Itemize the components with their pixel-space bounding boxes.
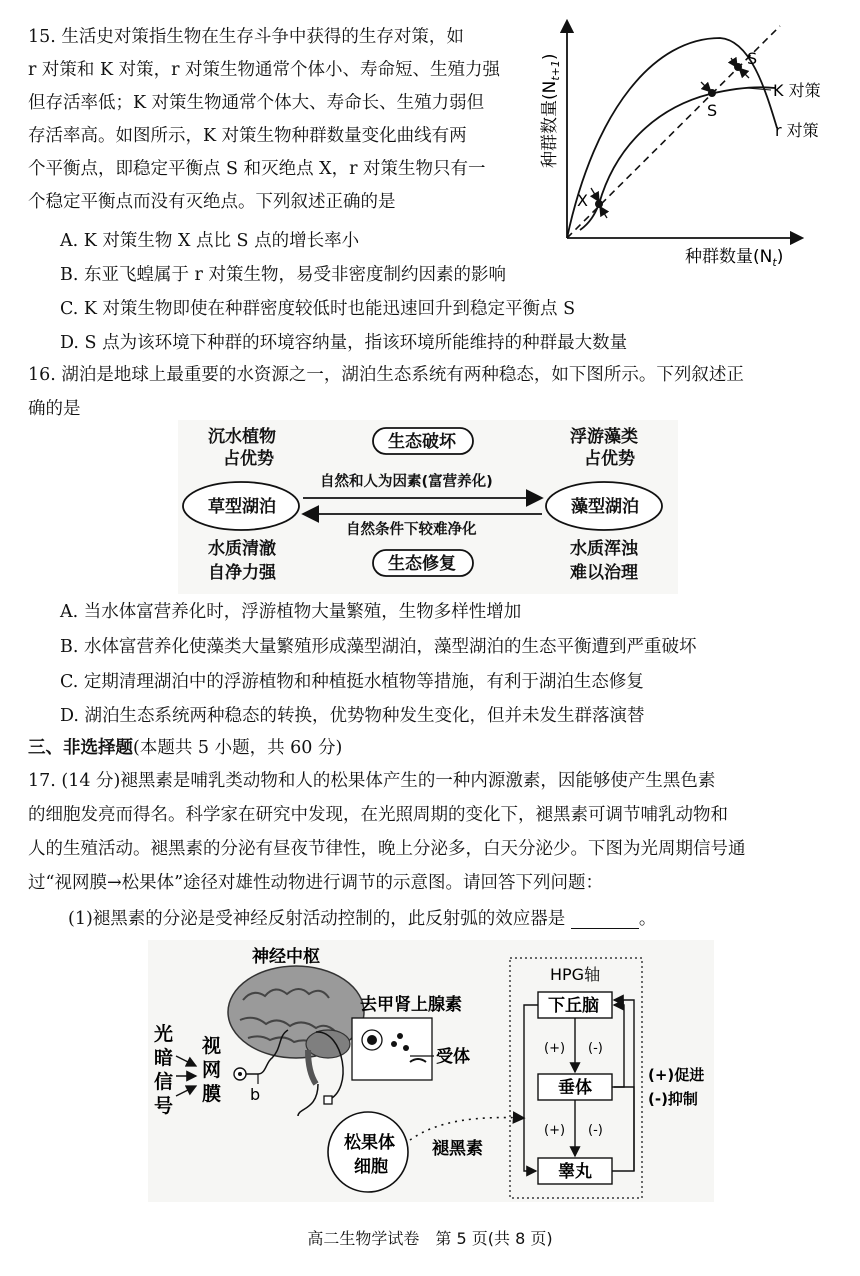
promote-legend: (+)促进 xyxy=(648,1066,705,1084)
testis-label: 睾丸 xyxy=(558,1162,592,1182)
answer-blank[interactable] xyxy=(571,910,639,929)
signal-char-2: 号 xyxy=(154,1095,174,1117)
q15-graph xyxy=(535,18,835,268)
q16-option-a: A. 当水体富营养化时，浮游植物大量繁殖，生物多样性增加 xyxy=(60,602,522,622)
x-axis-label: 种群数量$(N_t)$ xyxy=(685,247,784,268)
q17-line: 17. (14 分)褪黑素是哺乳类动物和人的松果体产生的一种内源激素，因能够使产生黑色素 xyxy=(28,771,716,791)
s-point xyxy=(708,89,716,97)
q16-line: 确的是 xyxy=(28,399,81,419)
q17-sub1-text: (1)褪黑素的分泌是受神经反射活动控制的，此反射弧的效应器是 xyxy=(68,909,566,929)
left-top-1: 沉水植物 xyxy=(208,427,276,447)
k-curve-label: K 对策 xyxy=(773,81,821,100)
k-curve xyxy=(580,87,775,230)
x-point xyxy=(595,200,603,208)
inhibit-legend: (-)抑制 xyxy=(648,1090,698,1108)
signal-char-1: 信 xyxy=(154,1071,174,1093)
nerve-center-label: 神经中枢 xyxy=(252,947,320,967)
q16-line: 16. 湖泊是地球上最重要的水资源之一，湖泊生态系统有两种稳态，如下图所示。下列叙述正 xyxy=(28,365,744,385)
algae-lake-label: 藻型湖泊 xyxy=(571,497,639,517)
q16-option-b: B. 水体富营养化使藻类大量繁殖形成藻型湖泊，藻型湖泊的生态平衡遭到严重破坏 xyxy=(60,637,697,657)
r-curve-label: r 对策 xyxy=(775,121,819,140)
repair-label: 生态修复 xyxy=(388,554,456,574)
right-top-2: 占优势 xyxy=(584,449,635,469)
right-bottom-1: 水质浑浊 xyxy=(570,539,638,559)
plus-2: (+) xyxy=(544,1123,566,1138)
q15-option-b: B. 东亚飞蝗属于 r 对策生物，易受非密度制约因素的影响 xyxy=(60,265,506,285)
left-bottom-2: 自净力强 xyxy=(208,563,276,583)
hypothalamus-label: 下丘脑 xyxy=(548,996,599,1016)
synapse-inset xyxy=(352,1018,432,1080)
q15-line: 个平衡点，即稳定平衡点 S 和灭绝点 X，r 对策生物只有一 xyxy=(28,159,486,179)
q15-line: 存活率高。如图所示，K 对策生物种群数量变化曲线有两 xyxy=(28,126,467,146)
pineal-label: 松果体 xyxy=(344,1133,395,1153)
grass-lake-label: 草型湖泊 xyxy=(208,497,276,517)
q16-option-d: D. 湖泊生态系统两种稳态的转换，优势物种发生变化，但并未发生群落演替 xyxy=(60,706,645,726)
s2-point xyxy=(734,63,742,71)
q15-line: 但存活率低；K 对策生物通常个体大、寿命长、生殖力弱但 xyxy=(28,93,485,113)
b-label: b xyxy=(250,1085,261,1104)
damage-label: 生态破坏 xyxy=(388,432,456,452)
retina-char-2: 网 xyxy=(202,1059,222,1081)
q15-option-d: D. S 点为该环境下种群的环境容纳量，指该环境所能维持的种群最大数量 xyxy=(60,333,628,353)
q17-line: 的细胞发亮而得名。科学家在研究中发现，在光照周期的变化下，褪黑素可调节哺乳动物和 xyxy=(28,805,728,825)
receptor-label: 受体 xyxy=(436,1047,470,1067)
dark-char: 暗 xyxy=(154,1047,174,1069)
left-bottom-1: 水质清澈 xyxy=(208,539,276,559)
section-heading xyxy=(28,733,342,763)
q15-option-c: C. K 对策生物即使在种群密度较低时也能迅速回升到稳定平衡点 S xyxy=(60,299,576,319)
section-title: 三、非选择题 xyxy=(28,738,133,758)
right-top-1: 浮游藻类 xyxy=(570,427,638,447)
retina-char-1: 视 xyxy=(202,1035,222,1057)
q15-line: r 对策和 K 对策，r 对策生物通常个体小、寿命短、生殖力强 xyxy=(28,60,501,80)
q15-line: 15. 生活史对策指生物在生存斗争中获得的生存对策，如 xyxy=(28,27,464,47)
q17-line: 过“视网膜→松果体”途径对雄性动物进行调节的示意图。请回答下列问题： xyxy=(28,873,604,893)
r-curve xyxy=(567,38,777,238)
page-footer: 高二生物学试卷 第 5 页(共 8 页) xyxy=(307,1229,553,1248)
left-top-2: 占优势 xyxy=(223,449,274,469)
minus-2: (-) xyxy=(588,1123,603,1138)
s-point-label: S xyxy=(707,101,718,120)
norepinephrine-label: 去甲肾上腺素 xyxy=(360,995,462,1015)
lake-diagram xyxy=(178,420,678,594)
y-axis-label: 种群数量$(N_{t+1})$ xyxy=(540,53,562,168)
hpg-label: HPG轴 xyxy=(550,965,601,984)
minus-1: (-) xyxy=(588,1041,603,1056)
x-point-label: X xyxy=(577,191,588,210)
melatonin-label: 褪黑素 xyxy=(432,1139,483,1159)
arrow-top-label: 自然和人为因素(富营养化) xyxy=(320,474,493,490)
q17-line: 人的生殖活动。褪黑素的分泌有昼夜节律性，晚上分泌多，白天分泌少。下图为光周期信号通 xyxy=(28,839,746,859)
retina-char-3: 膜 xyxy=(202,1083,222,1105)
section-note: (本题共 5 小题，共 60 分) xyxy=(133,738,343,758)
plus-1: (+) xyxy=(544,1041,566,1056)
photoperiod-figure xyxy=(148,940,714,1202)
s2-point-label: S xyxy=(747,49,758,68)
light-char: 光 xyxy=(154,1023,174,1045)
pituitary-label: 垂体 xyxy=(558,1078,592,1098)
q17-sub1: (1)褪黑素的分泌是受神经反射活动控制的，此反射弧的效应器是 。 xyxy=(68,909,657,929)
arrow-bottom-label: 自然条件下较难净化 xyxy=(346,522,477,538)
q15-option-a: A. K 对策生物 X 点比 S 点的增长率小 xyxy=(60,231,360,251)
cell-label: 细胞 xyxy=(354,1157,388,1177)
q16-option-c: C. 定期清理湖泊中的浮游植物和种植挺水植物等措施，有利于湖泊生态修复 xyxy=(60,672,644,692)
q15-line: 个稳定平衡点而没有灭绝点。下列叙述正确的是 xyxy=(28,192,396,212)
right-bottom-2: 难以治理 xyxy=(570,563,638,583)
